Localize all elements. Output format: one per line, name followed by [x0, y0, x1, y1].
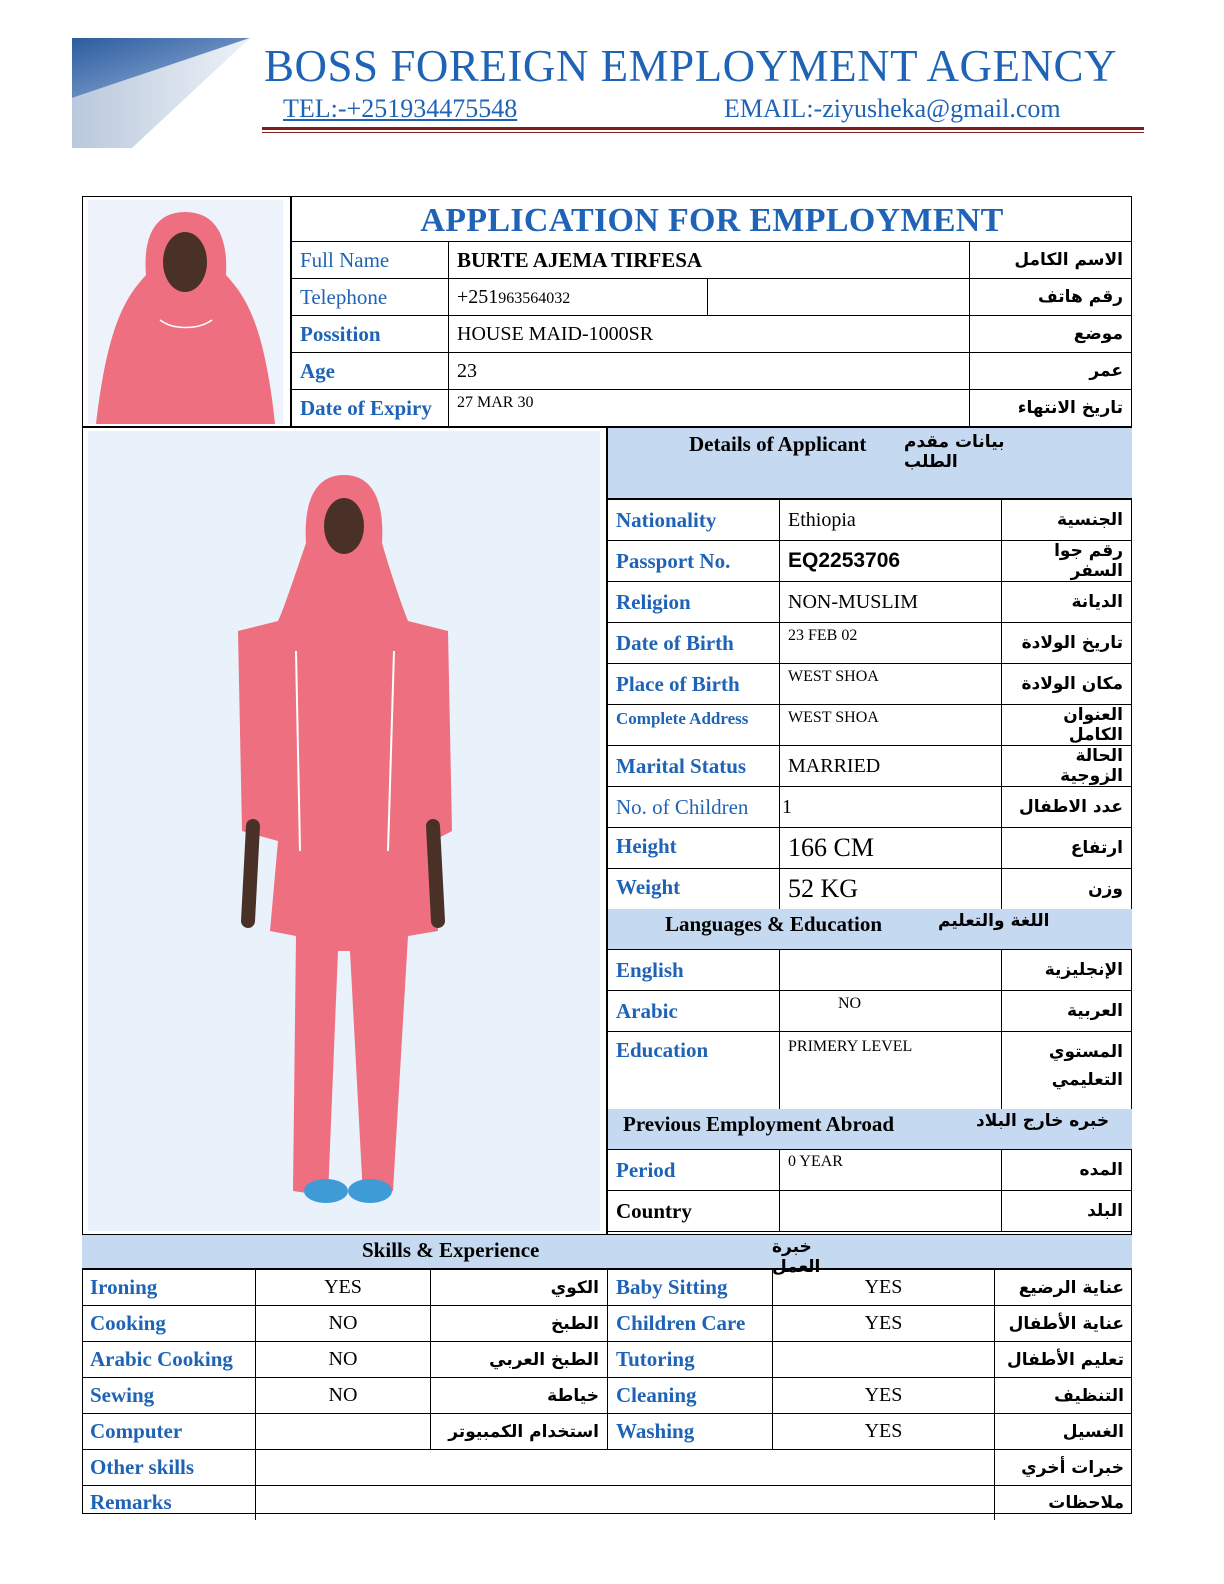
- label-remarks: Remarks: [82, 1486, 256, 1520]
- label-age: Age: [292, 353, 449, 390]
- ar-age: عمر: [970, 353, 1132, 390]
- value-nationality: Ethiopia: [780, 500, 1002, 541]
- value-english: [780, 950, 1002, 991]
- row-age: [292, 353, 1132, 390]
- label-religion: Religion: [608, 582, 780, 623]
- skill-label-sewing: Sewing: [82, 1378, 256, 1414]
- label-telephone: Telephone: [292, 279, 449, 316]
- skill-ar-baby-sitting: عناية الرضيع: [995, 1270, 1133, 1306]
- row-period: [608, 1150, 1132, 1191]
- skill-value-cooking: NO: [256, 1306, 431, 1342]
- previous-heading: Previous Employment Abroad: [623, 1112, 895, 1136]
- value-expiry: 27 MAR 30: [449, 390, 970, 427]
- value-other-skills: [256, 1450, 995, 1486]
- ar-children: عدد الاطفال: [1002, 787, 1132, 828]
- value-marital: MARRIED: [780, 746, 1002, 787]
- ar-position: موضع: [970, 316, 1132, 353]
- skill-label-tutoring: Tutoring: [608, 1342, 773, 1378]
- label-country: Country: [608, 1191, 780, 1232]
- row-arabic: [608, 991, 1132, 1032]
- skill-ar-washing: الغسيل: [995, 1414, 1133, 1450]
- skill-ar-sewing: خياطة: [431, 1378, 608, 1414]
- skill-row-1: [82, 1270, 1132, 1306]
- row-position: [292, 316, 1132, 353]
- languages-table: [608, 949, 1132, 1110]
- value-period: 0 YEAR: [780, 1150, 1002, 1191]
- skill-value-arabic-cooking: NO: [256, 1342, 431, 1378]
- ar-telephone: رقم هاتف: [970, 279, 1132, 316]
- value-height: 166 CM: [780, 828, 1002, 869]
- value-address: WEST SHOA: [780, 705, 1002, 746]
- label-place-of-birth: Place of Birth: [608, 664, 780, 705]
- passport-photo: [88, 200, 283, 424]
- full-body-photo: [88, 431, 600, 1231]
- skill-label-computer: Computer: [82, 1414, 256, 1450]
- skills-heading-ar: خبرة العمل: [772, 1237, 821, 1277]
- other-skills-row: [82, 1450, 1132, 1486]
- ar-arabic: العربية: [1002, 991, 1132, 1032]
- value-telephone: 963564032: [498, 289, 571, 307]
- label-position: Possition: [292, 316, 449, 353]
- value-position: HOUSE MAID-1000SR: [449, 316, 970, 353]
- row-expiry: [292, 390, 1132, 427]
- label-passport: Passport No.: [608, 541, 780, 582]
- header-rule-thin: [262, 132, 1144, 133]
- row-telephone: [292, 279, 1132, 316]
- ar-other-skills: خبرات أخري: [995, 1450, 1133, 1486]
- ar-passport: رقم جوا السفر: [1002, 541, 1132, 582]
- skill-label-washing: Washing: [608, 1414, 773, 1450]
- skill-label-children-care: Children Care: [608, 1306, 773, 1342]
- form-title: APPLICATION FOR EMPLOYMENT: [420, 202, 1004, 239]
- label-nationality: Nationality: [608, 500, 780, 541]
- details-heading: Details of Applicant: [689, 432, 867, 456]
- remarks-row: [82, 1486, 1132, 1520]
- row-country: [608, 1191, 1132, 1232]
- ar-religion: الديانة: [1002, 582, 1132, 623]
- skill-value-ironing: YES: [256, 1270, 431, 1306]
- ar-country: البلد: [1002, 1191, 1132, 1232]
- label-height: Height: [608, 828, 780, 869]
- row-english: [608, 950, 1132, 991]
- value-arabic: NO: [780, 991, 1002, 1032]
- row-education: [608, 1032, 1132, 1110]
- value-dob: 23 FEB 02: [780, 623, 1002, 664]
- header-rule: [262, 127, 1144, 130]
- skill-value-cleaning: YES: [773, 1378, 995, 1414]
- value-place-of-birth: WEST SHOA: [780, 664, 1002, 705]
- ar-address: العنوان الكامل: [1002, 705, 1132, 746]
- skill-value-tutoring: [773, 1342, 995, 1378]
- label-address: Complete Address: [608, 705, 780, 746]
- skill-label-cleaning: Cleaning: [608, 1378, 773, 1414]
- row-weight: [608, 869, 1132, 910]
- top-info-table: [292, 241, 1132, 427]
- label-arabic: Arabic: [608, 991, 780, 1032]
- value-children: 1: [780, 787, 1002, 828]
- skill-ar-arabic-cooking: الطبخ العربي: [431, 1342, 608, 1378]
- skill-value-children-care: YES: [773, 1306, 995, 1342]
- value-country: [780, 1191, 1002, 1232]
- ar-nationality: الجنسية: [1002, 500, 1132, 541]
- skill-value-sewing: NO: [256, 1378, 431, 1414]
- skill-row-5: [82, 1414, 1132, 1450]
- ar-height: ارتفاع: [1002, 828, 1132, 869]
- skill-ar-ironing: الكوي: [431, 1270, 608, 1306]
- ar-full-name: الاسم الكامل: [970, 242, 1132, 279]
- skill-ar-children-care: عناية الأطفال: [995, 1306, 1133, 1342]
- ar-remarks: ملاحظات: [995, 1486, 1133, 1520]
- ar-english: الإنجليزية: [1002, 950, 1132, 991]
- row-height: [608, 828, 1132, 869]
- label-marital: Marital Status: [608, 746, 780, 787]
- skill-ar-tutoring: تعليم الأطفال: [995, 1342, 1133, 1378]
- value-passport: EQ2253706: [780, 541, 1002, 582]
- row-passport: [608, 541, 1132, 582]
- ar-weight: وزن: [1002, 869, 1132, 910]
- row-dob: [608, 623, 1132, 664]
- ar-education: المستوي التعليمي: [1002, 1032, 1132, 1110]
- label-dob: Date of Birth: [608, 623, 780, 664]
- value-telephone-prefix: +251: [457, 285, 499, 308]
- value-remarks: [256, 1486, 995, 1520]
- skill-row-3: [82, 1342, 1132, 1378]
- skill-label-cooking: Cooking: [82, 1306, 256, 1342]
- skill-label-baby-sitting: Baby Sitting: [608, 1270, 773, 1306]
- languages-heading-band: [608, 909, 1132, 949]
- label-expiry: Date of Expiry: [292, 390, 449, 427]
- row-religion: [608, 582, 1132, 623]
- value-weight: 52 KG: [780, 869, 1002, 910]
- row-address: [608, 705, 1132, 746]
- value-religion: NON-MUSLIM: [780, 582, 1002, 623]
- label-other-skills: Other skills: [82, 1450, 256, 1486]
- value-age: 23: [449, 353, 970, 390]
- skill-value-computer: [256, 1414, 431, 1450]
- row-children: [608, 787, 1132, 828]
- languages-heading: Languages & Education: [665, 912, 883, 936]
- ar-marital: الحالة الزوجية: [1002, 746, 1132, 787]
- value-telephone-extra: [708, 279, 970, 316]
- ar-expiry: تاريخ الانتهاء: [970, 390, 1132, 427]
- value-education: PRIMERY LEVEL: [780, 1032, 1002, 1110]
- label-weight: Weight: [608, 869, 780, 910]
- previous-heading-ar: خبره خارج البلاد: [976, 1111, 1110, 1131]
- row-marital: [608, 746, 1132, 787]
- skill-value-washing: YES: [773, 1414, 995, 1450]
- ar-dob: تاريخ الولادة: [1002, 623, 1132, 664]
- label-full-name: Full Name: [292, 242, 449, 279]
- label-children: No. of Children: [608, 787, 780, 828]
- value-full-name: BURTE AJEMA TIRFESA: [449, 242, 970, 279]
- agency-name: BOSS FOREIGN EMPLOYMENT AGENCY: [264, 41, 1118, 91]
- skill-row-2: [82, 1306, 1132, 1342]
- row-nationality: [608, 500, 1132, 541]
- ar-place-of-birth: مكان الولادة: [1002, 664, 1132, 705]
- row-place-of-birth: [608, 664, 1132, 705]
- skill-ar-cleaning: التنظيف: [995, 1378, 1133, 1414]
- agency-telephone[interactable]: TEL:-+251934475548: [283, 94, 518, 123]
- skill-ar-cooking: الطبخ: [431, 1306, 608, 1342]
- details-heading-band: [608, 428, 1132, 499]
- skills-heading: Skills & Experience: [362, 1238, 540, 1262]
- previous-table: [608, 1149, 1132, 1232]
- skill-label-ironing: Ironing: [82, 1270, 256, 1306]
- details-table: [608, 499, 1132, 910]
- previous-heading-band: [608, 1109, 1132, 1149]
- details-heading-ar: بيانات مقدم الطلب: [904, 432, 1005, 472]
- agency-logo-swoosh: [72, 38, 252, 148]
- row-full-name: [292, 242, 1132, 279]
- skill-label-arabic-cooking: Arabic Cooking: [82, 1342, 256, 1378]
- ar-period: المده: [1002, 1150, 1132, 1191]
- skill-row-4: [82, 1378, 1132, 1414]
- agency-email[interactable]: EMAIL:-ziyusheka@gmail.com: [724, 94, 1061, 123]
- label-education: Education: [608, 1032, 780, 1110]
- label-period: Period: [608, 1150, 780, 1191]
- skills-table: [82, 1269, 1132, 1520]
- skill-ar-computer: استخدام الكمبيوتر: [431, 1414, 608, 1450]
- skills-heading-band: [82, 1234, 1132, 1277]
- languages-heading-ar: اللغة والتعليم: [938, 911, 1050, 931]
- label-english: English: [608, 950, 780, 991]
- skill-value-baby-sitting: YES: [773, 1270, 995, 1306]
